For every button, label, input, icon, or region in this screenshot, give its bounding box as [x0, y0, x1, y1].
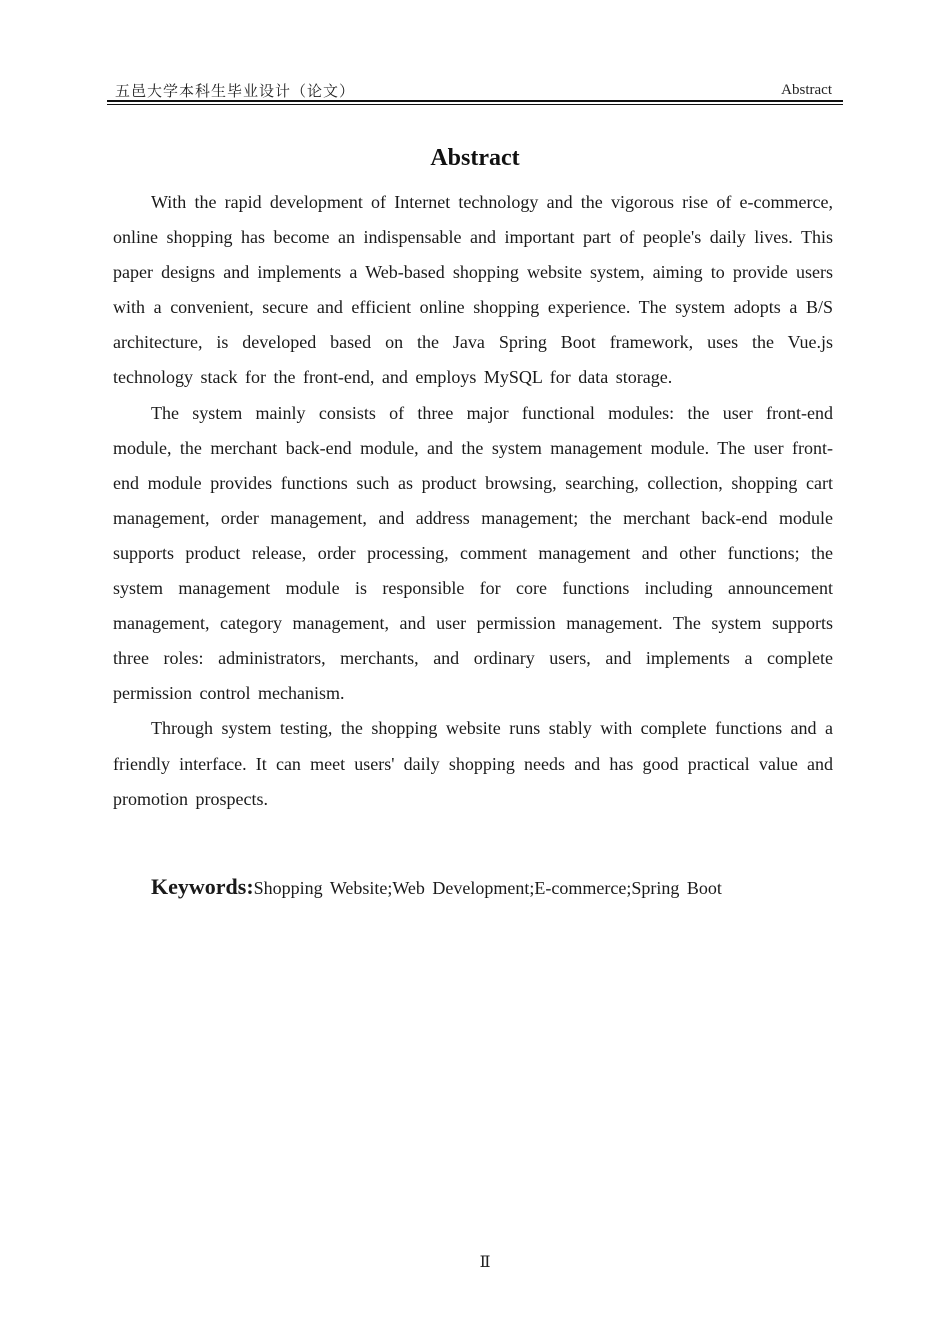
header-rule-thin: [107, 104, 843, 105]
keywords-line: [151, 870, 841, 905]
abstract-body: [113, 185, 833, 817]
keywords-text: Shopping Website;Web Development;E-commerce;Spring Boot: [253, 878, 722, 898]
keywords-label: Keywords:: [151, 874, 254, 899]
header-rule-thick: [107, 100, 843, 102]
abstract-paragraph-2: The system mainly consists of three major functional modules: the user front-end module, the merchant back-end module, and the system management module. The user front-end module provides functions such as product browsing, searching, collection, shopping cart management, order management, and address management; the merchant back-end module supports product release, order processing, comment management and other functions; the system management module is responsible for core functions including announcement management, category management, and user permission management. The system supports three roles: administrators, merchants, and ordinary users, and implements a complete permission control mechanism.: [113, 402, 833, 704]
abstract-paragraph-3: Through system testing, the shopping website runs stably with complete functions and a friendly interface. It can meet users' daily shopping needs and has good practical value and promotion prospects.: [113, 718, 833, 809]
page-title: Abstract: [430, 145, 520, 171]
header-university-title: 五邑大学本科生毕业设计（论文）: [115, 82, 356, 100]
header-rule: [107, 100, 843, 104]
abstract-paragraph-1: With the rapid development of Internet technology and the vigorous rise of e-commerce, online shopping has become an indispensable and important part of people's daily lives. This paper designs and implements a Web-based shopping website system, aiming to provide users with a convenient, secure and efficient online shopping experience. The system adopts a B/S architecture, is developed based on the Java Spring Boot framework, uses the Vue.js technology stack for the front-end, and employs MySQL for data storage.: [113, 192, 833, 388]
page-number: Ⅱ: [479, 1254, 491, 1271]
header-section-title: Abstract: [781, 82, 832, 98]
